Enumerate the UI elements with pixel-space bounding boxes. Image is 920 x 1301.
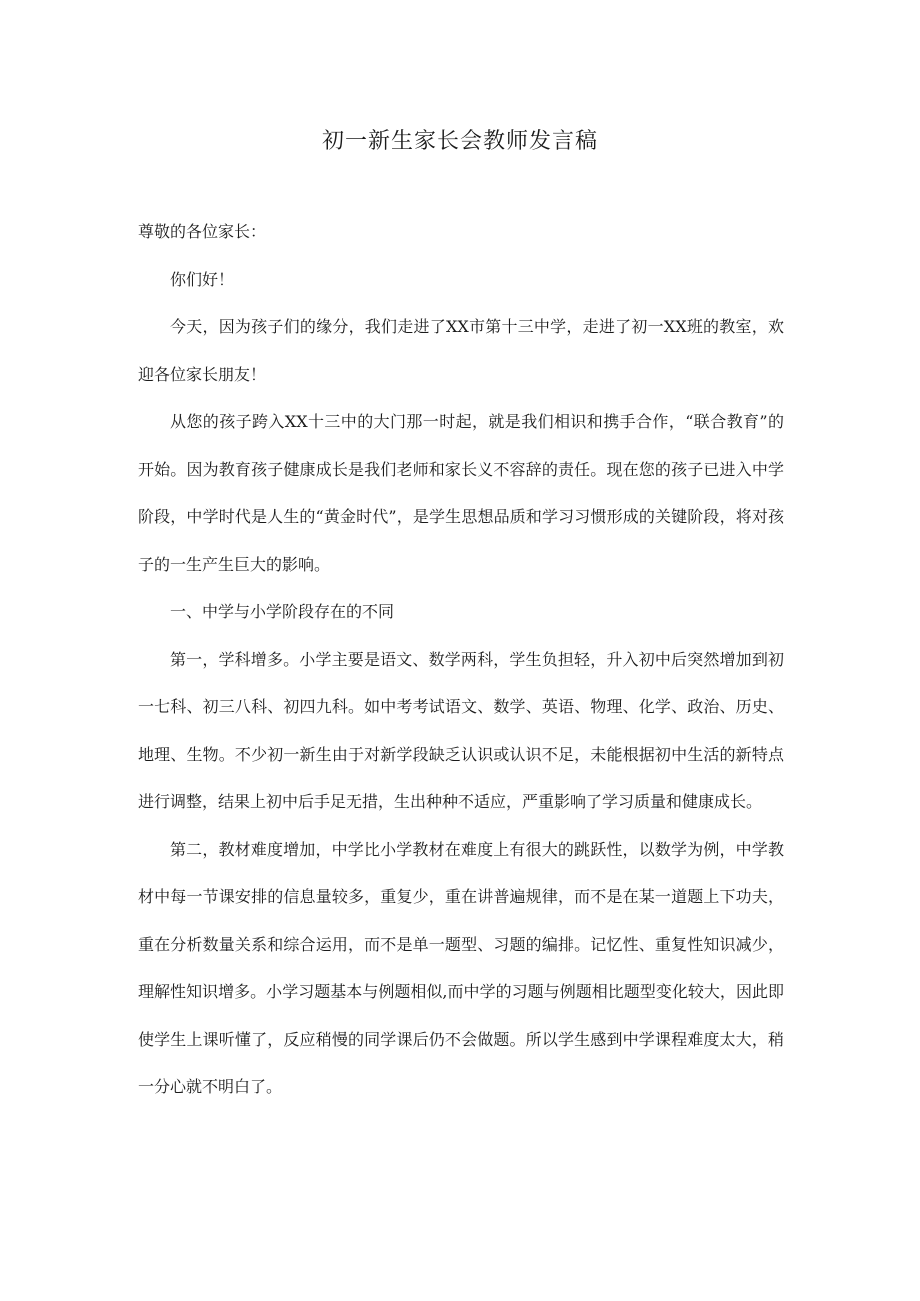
point-one-paragraph: 第一，学科增多。小学主要是语文、数学两科，学生负担轻，升入初中后突然增加到初一七科、初三八科、初四九科。如中考考试语文、数学、英语、物理、化学、政治、历史、地理、生物。不少初一新生由于对新学段缺乏认识或认识不足，未能根据初中生活的新特点进行调整，结果上初中后手足无措，生出种种不适应，严重影响了学习质量和健康成长。	[138, 649, 784, 811]
document-body	[138, 208, 784, 1111]
document-title: 初一新生家长会教师发言稿	[321, 129, 598, 154]
greeting-paragraph: 你们好！	[170, 269, 235, 289]
welcome-paragraph: 今天，因为孩子们的缘分，我们走进了XX市第十三中学，走进了初一XX班的教室，欢迎各位家长朋友！	[138, 317, 784, 384]
section-heading: 一、中学与小学阶段存在的不同	[170, 602, 395, 621]
point-two-paragraph: 第二，教材难度增加，中学比小学教材在难度上有很大的跳跃性，以数学为例，中学教材中每一节课安排的信息量较多，重复少，重在讲普遍规律，而不是在某一道题上下功夫，重在分析数量关系和综合运用，而不是单一题型、习题的编排。记忆性、重复性知识减少，理解性知识增多。小学习题基本与例题相似,而中学的习题与例题相比题型变化较大，因此即使学生上课听懂了，反应稍慢的同学课后仍不会做题。所以学生感到中学课程难度太大，稍一分心就不明白了。	[138, 839, 784, 1096]
cooperation-paragraph: 从您的孩子跨入XX十三中的大门那一时起，就是我们相识和携手合作，“联合教育”的开始。因为教育孩子健康成长是我们老师和家长义不容辞的责任。现在您的孩子已进入中学阶段，中学时代是人生的“黄金时代”，是学生思想品质和学习习惯形成的关键阶段，将对孩子的一生产生巨大的影响。	[138, 412, 784, 574]
salutation: 尊敬的各位家长：	[138, 222, 267, 241]
